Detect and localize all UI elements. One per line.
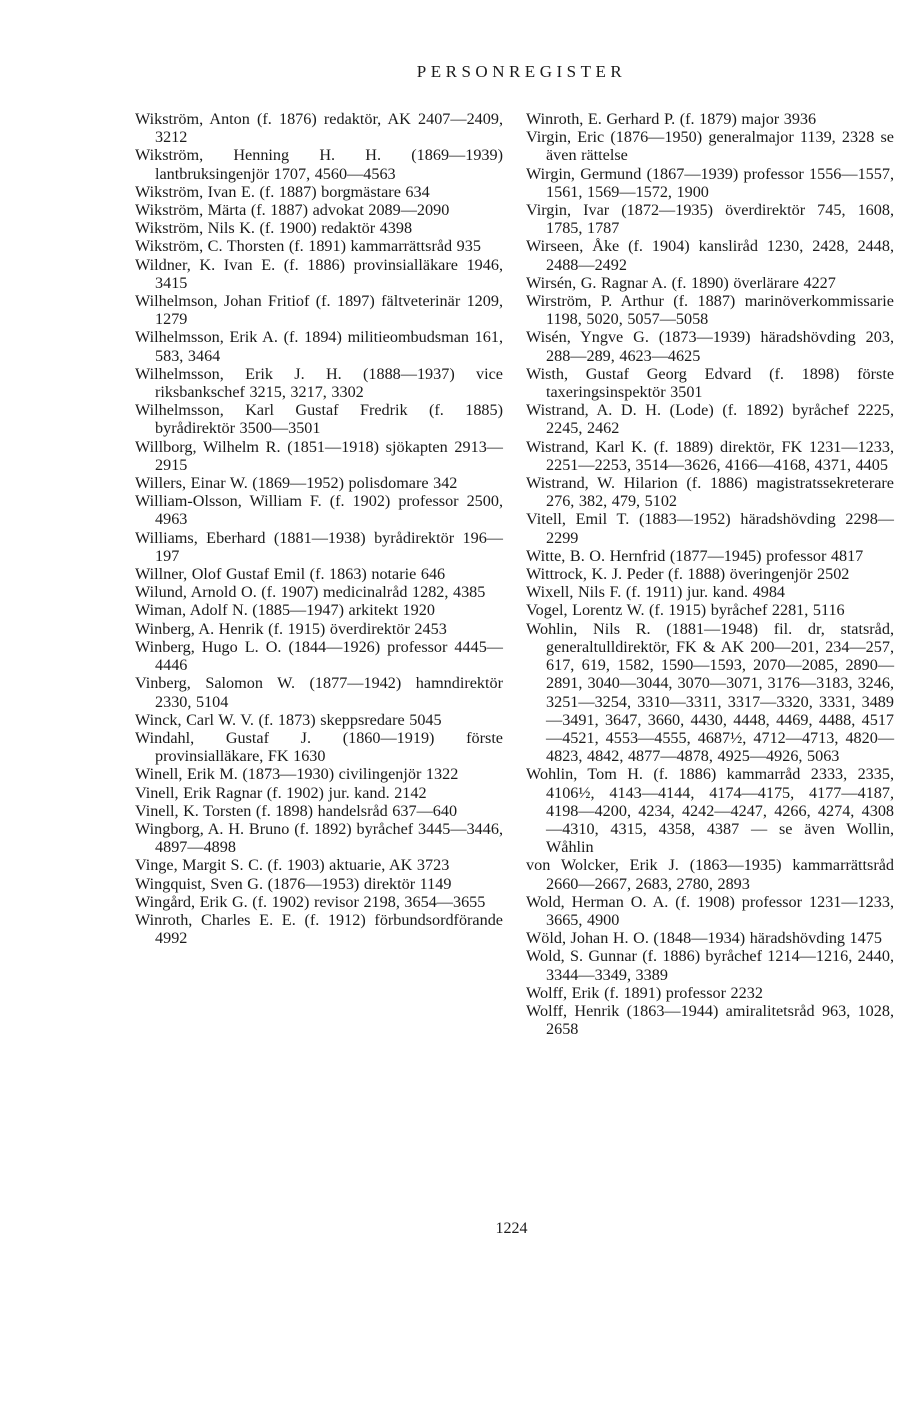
index-entry: Wildner, K. Ivan E. (f. 1886) provinsialläkare 1946, 3415: [135, 255, 503, 292]
index-entry: Windahl, Gustaf J. (1860—1919) förste provinsialläkare, FK 1630: [135, 728, 503, 766]
index-entry: Vinge, Margit S. C. (f. 1903) aktuarie, AK 3723: [135, 856, 450, 875]
index-entry: Wikström, Nils K. (f. 1900) redaktör 4398: [135, 219, 413, 238]
index-column-right: [526, 110, 894, 1038]
index-entry: Wold, Herman O. A. (f. 1908) professor 1231—1233, 3665, 4900: [526, 892, 894, 929]
index-entry: Willborg, Wilhelm R. (1851—1918) sjökapten 2913—2915: [135, 437, 503, 474]
index-entry: Wikström, Anton (f. 1876) redaktör, AK 2407—2409, 3212: [135, 110, 503, 147]
index-entry: Williams, Eberhard (1881—1938) byrådirektör 196—197: [135, 528, 503, 565]
index-entry: Wistrand, A. D. H. (Lode) (f. 1892) byråchef 2225, 2245, 2462: [526, 401, 894, 438]
index-entry: Virgin, Eric (1876—1950) generalmajor 1139, 2328 se även rättelse: [526, 128, 894, 165]
index-entry: Wisth, Gustaf Georg Edvard (f. 1898) förste taxeringsinspektör 3501: [526, 364, 894, 402]
index-entry: Willner, Olof Gustaf Emil (f. 1863) notarie 646: [135, 565, 446, 584]
index-entry: Wohlin, Tom H. (f. 1886) kammarråd 2333, 2335, 4106½, 4143—4144, 4174—4175, 4177—4187, 4198—4200, 4234, 4242—4247, 4266, 4274, 4308—4310, 4315, 4358, 4387 — se även Wollin, Wåhlin: [526, 765, 894, 857]
index-entry: Wistrand, Karl K. (f. 1889) direktör, FK 1231—1233, 2251—2253, 3514—3626, 4166—4168, 4371, 4405: [526, 437, 894, 474]
index-entry: Wöld, Johan H. O. (1848—1934) häradshövding 1475: [526, 929, 882, 948]
index-entry: Wilhelmson, Johan Fritiof (f. 1897) fältveterinär 1209, 1279: [135, 292, 503, 329]
page-title: PERSONREGISTER: [416, 62, 627, 81]
index-entry: Wikström, Ivan E. (f. 1887) borgmästare 634: [135, 182, 430, 201]
index-entry: Wistrand, W. Hilarion (f. 1886) magistratssekreterare 276, 382, 479, 5102: [526, 474, 894, 511]
index-entry: Winell, Erik M. (1873—1930) civilingenjör 1322: [135, 765, 459, 784]
index-entry: Wikström, Märta (f. 1887) advokat 2089—2090: [135, 201, 450, 220]
index-entry: Virgin, Ivar (1872—1935) överdirektör 745, 1608, 1785, 1787: [526, 201, 894, 238]
index-entry: Wolff, Erik (f. 1891) professor 2232: [526, 983, 763, 1002]
index-entry: Winck, Carl W. V. (f. 1873) skeppsredare 5045: [135, 710, 442, 729]
index-entry: Vinberg, Salomon W. (1877—1942) hamndirektör 2330, 5104: [135, 674, 503, 711]
index-entry: Wirgin, Germund (1867—1939) professor 1556—1557, 1561, 1569—1572, 1900: [526, 164, 894, 201]
index-entry: William-Olsson, William F. (f. 1902) professor 2500, 4963: [135, 492, 503, 529]
index-entry: Wiman, Adolf N. (1885—1947) arkitekt 1920: [135, 601, 435, 620]
index-entry: Wirseen, Åke (f. 1904) kansliråd 1230, 2428, 2448, 2488—2492: [526, 237, 894, 274]
index-entry: von Wolcker, Erik J. (1863—1935) kammarrättsråd 2660—2667, 2683, 2780, 2893: [526, 856, 894, 893]
index-entry: Vinell, Erik Ragnar (f. 1902) jur. kand. 2142: [135, 783, 427, 802]
index-entry: Vitell, Emil T. (1883—1952) häradshövding 2298—2299: [526, 510, 894, 547]
index-entry: Wixell, Nils F. (f. 1911) jur. kand. 4984: [526, 583, 786, 602]
index-entry: Wold, S. Gunnar (f. 1886) byråchef 1214—1216, 2440, 3344—3349, 3389: [526, 947, 894, 984]
index-entry: Wirström, P. Arthur (f. 1887) marinöverkommissarie 1198, 5020, 5057—5058: [526, 292, 894, 329]
index-entry: Vogel, Lorentz W. (f. 1915) byråchef 2281, 5116: [526, 601, 845, 620]
index-entry: Wikström, Henning H. H. (1869—1939) lantbruksingenjör 1707, 4560—4563: [135, 146, 503, 183]
index-entry: Willers, Einar W. (1869—1952) polisdomare 342: [135, 474, 458, 493]
index-entry: Witte, B. O. Hernfrid (1877—1945) professor 4817: [526, 546, 864, 565]
index-entry: Wilund, Arnold O. (f. 1907) medicinalråd 1282, 4385: [135, 583, 486, 602]
index-entry: Wirsén, G. Ragnar A. (f. 1890) överlärare 4227: [526, 273, 836, 292]
index-entry: Wilhelmsson, Karl Gustaf Fredrik (f. 1885) byrådirektör 3500—3501: [135, 401, 503, 438]
index-entry: Winroth, Charles E. E. (f. 1912) förbundsordförande 4992: [135, 910, 503, 948]
index-entry: Wingård, Erik G. (f. 1902) revisor 2198, 3654—3655: [135, 892, 486, 911]
page-number: 1224: [495, 1220, 528, 1237]
index-entry: Vinell, K. Torsten (f. 1898) handelsråd 637—640: [135, 801, 458, 820]
index-entry: Winberg, A. Henrik (f. 1915) överdirektör 2453: [135, 619, 447, 638]
index-entry: Wohlin, Nils R. (1881—1948) fil. dr, statsråd, generaltulldirektör, FK & AK 200—201, 234—257, 617, 619, 1582, 1590—1593, 2070—2085, 2890—2891, 3040—3044, 3070—3071, 3176—3183, 3246, 3251—3254, 3310—3311, 3317—3320, 3331, 3489—3491, 3647, 3660, 4430, 4448, 4469, 4488, 4517—4521, 4553—4555, 4687½, 4712—4713, 4820—4823, 4842, 4877—4878, 4925—4926, 5063: [526, 619, 894, 766]
index-entry: Wingborg, A. H. Bruno (f. 1892) byråchef 3445—3446, 4897—4898: [135, 819, 503, 857]
index-entry: Wolff, Henrik (1863—1944) amiralitetsråd 963, 1028, 2658: [526, 1001, 894, 1039]
index-entry: Wittrock, K. J. Peder (f. 1888) överingenjör 2502: [526, 565, 850, 584]
index-entry: Wilhelmsson, Erik A. (f. 1894) militieombudsman 161, 583, 3464: [135, 328, 503, 365]
index-entry: Wingquist, Sven G. (1876—1953) direktör 1149: [135, 874, 452, 893]
index-entry: Winroth, E. Gerhard P. (f. 1879) major 3936: [526, 110, 817, 128]
index-entry: Wikström, C. Thorsten (f. 1891) kammarrättsråd 935: [135, 237, 481, 256]
index-column-left: [135, 110, 503, 947]
index-entry: Wilhelmsson, Erik J. H. (1888—1937) vice riksbankschef 3215, 3217, 3302: [135, 364, 503, 402]
index-entry: Winberg, Hugo L. O. (1844—1926) professor 4445—4446: [135, 637, 503, 675]
index-entry: Wisén, Yngve G. (1873—1939) häradshövding 203, 288—289, 4623—4625: [526, 328, 894, 365]
